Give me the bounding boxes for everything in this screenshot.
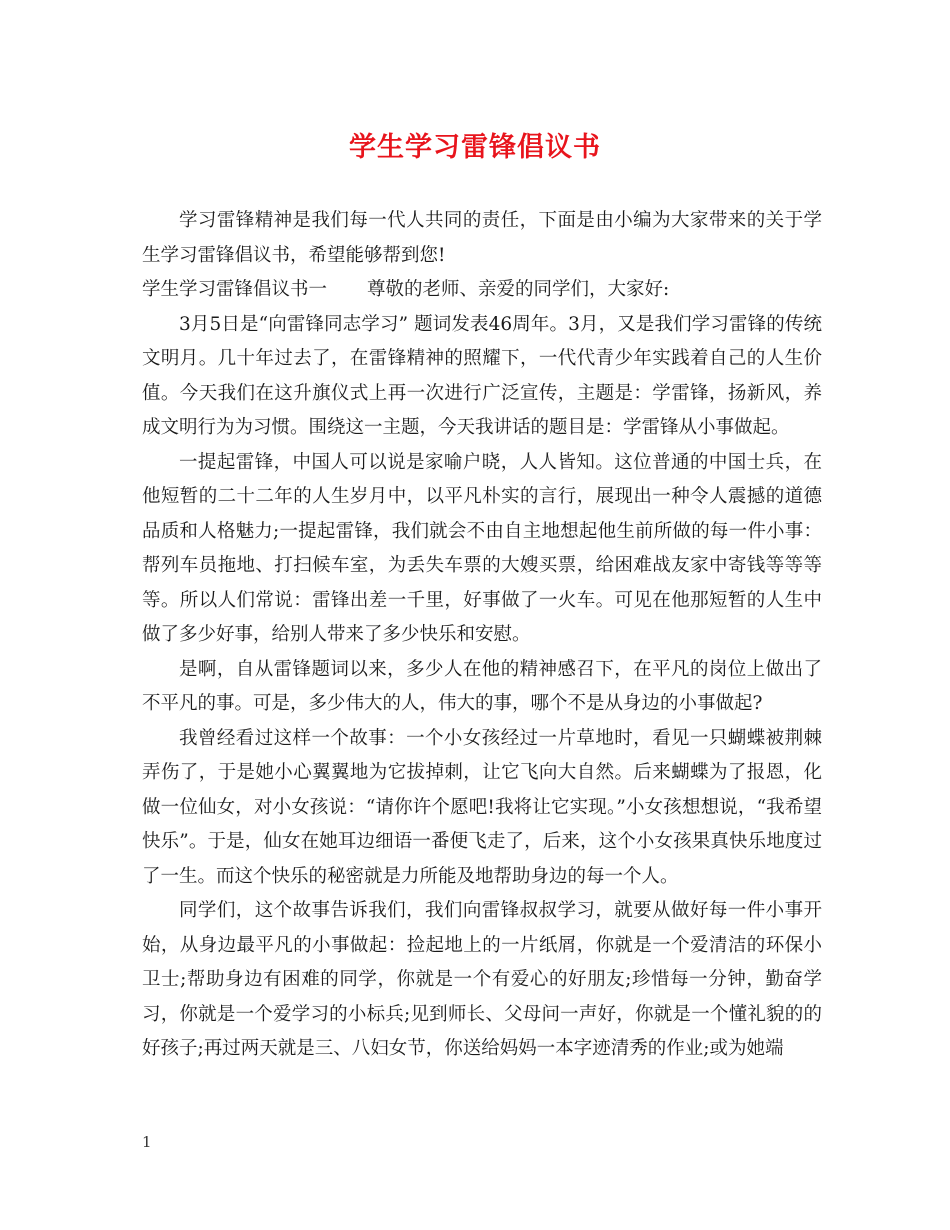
body-paragraph: 我曾经看过这样一个故事：一个小女孩经过一片草地时，看见一只蝴蝶被荆棘弄伤了，于是她小心翼翼地为它拔掉刺，让它飞向大自然。后来蝴蝶为了报恩，化做一位仙女，对小女孩说：“请你许个愿吧!我将让它实现。”小女孩想想说，“我希望快乐”。于是，仙女在她耳边细语一番便飞走了，后来，这个小女孩果真快乐地度过了一生。而这个快乐的秘密就是力所能及地帮助身边的每一个人。 bbox=[142, 727, 822, 887]
body-paragraph: 是啊，自从雷锋题词以来，多少人在他的精神感召下，在平凡的岗位上做出了不平凡的事。可是，多少伟大的人，伟大的事，哪个不是从身边的小事做起? bbox=[142, 658, 822, 714]
heading-line bbox=[142, 273, 822, 308]
greeting: 尊敬的老师、亲爱的同学们，大家好: bbox=[367, 279, 670, 300]
document-title: 学生学习雷锋倡议书 bbox=[349, 132, 601, 163]
intro-paragraph: 学习雷锋精神是我们每一代人共同的责任，下面是由小编为大家带来的关于学生学习雷锋倡议书，希望能够帮到您! bbox=[142, 210, 822, 266]
body-paragraph: 同学们，这个故事告诉我们，我们向雷锋叔叔学习，就要从做好每一件小事开始，从身边最平凡的小事做起：捡起地上的一片纸屑，你就是一个爱清洁的环保小卫士;帮助身边有困难的同学，你就是一个有爱心的好朋友;珍惜每一分钟，勤奋学习，你就是一个爱学习的小标兵;见到师长、父母问一声好，你就是一个懂礼貌的的好孩子;再过两天就是三、八妇女节，你送给妈妈一本字迹清秀的作业;或为她端 bbox=[142, 900, 822, 1059]
document-body bbox=[142, 204, 822, 1067]
section-heading: 学生学习雷锋倡议书一 bbox=[142, 279, 328, 300]
page-number: 1 bbox=[142, 1133, 152, 1151]
body-paragraph: 3月5日是“向雷锋同志学习” 题词发表46周年。3月，又是我们学习雷锋的传统文明月。几十年过去了，在雷锋精神的照耀下，一代代青少年实践着自己的人生价值。今天我们在这升旗仪式上再一次进行广泛宣传，主题是：学雷锋，扬新风，养成文明行为为习惯。围绕这一主题，今天我讲话的题目是：学雷锋从小事做起。 bbox=[142, 313, 822, 438]
body-paragraph: 一提起雷锋，中国人可以说是家喻户晓，人人皆知。这位普通的中国士兵，在他短暂的二十二年的人生岁月中，以平凡朴实的言行，展现出一种令人震撼的道德品质和人格魅力;一提起雷锋，我们就会不由自主地想起他生前所做的每一件小事：帮列车员拖地、打扫候车室，为丢失车票的大嫂买票，给困难战友家中寄钱等等等等。所以人们常说：雷锋出差一千里，好事做了一火车。可见在他那短暂的人生中做了多少好事，给别人带来了多少快乐和安慰。 bbox=[142, 451, 822, 645]
